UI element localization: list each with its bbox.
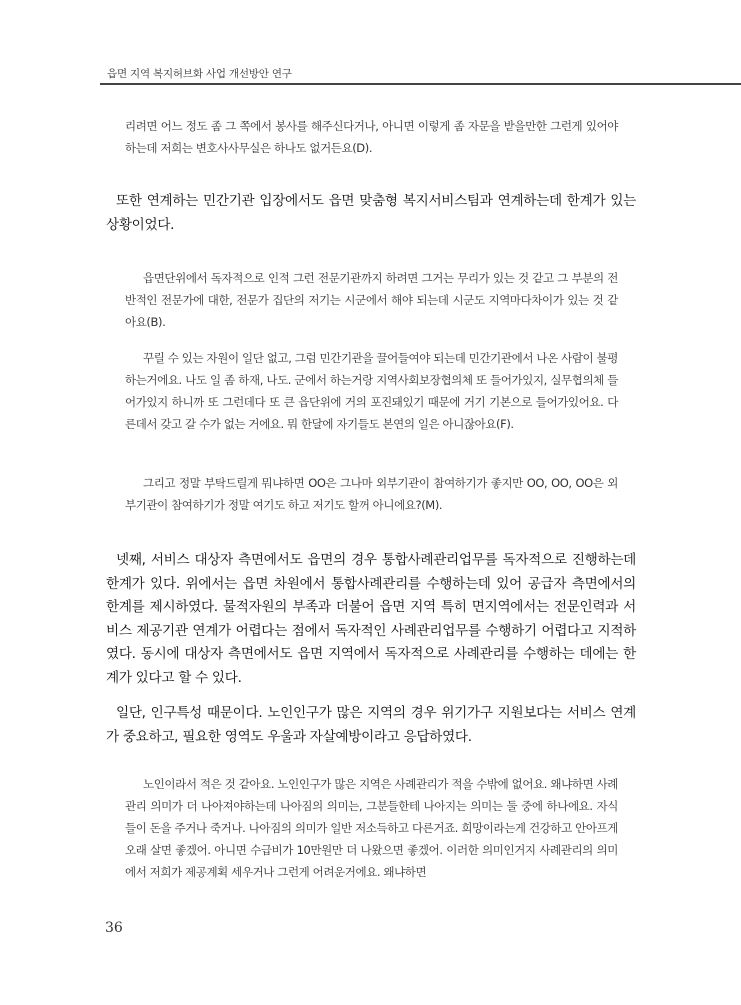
interview-quote-d: 리려면 어느 정도 좀 그 쪽에서 봉사를 해주신다거나, 아니면 이렇게 좀 자문을 받을만한 그런게 있어야 하는데 저희는 변호사사무실은 하나도 없거든요(D). [125, 119, 618, 155]
body-paragraph-private-agency: 또한 연계하는 민간기관 입장에서도 읍면 맞춤형 복지서비스팀과 연계하는데 한계가 있는 상황이었다. [106, 193, 636, 233]
page-number: 36 [105, 920, 123, 936]
body-paragraph-fourth: 넷째, 서비스 대상자 측면에서도 읍면의 경우 통합사례관리업무를 독자적으로 진행하는데 한계가 있다. 위에서는 읍면 차원에서 통합사례관리를 수행하는데 있어 공급자 측면에서의 한계를 제시하였다. 물적자원의 부족과 더불어 읍면 지역 특히 면지역에서는 전문인력과 서비스 제공기관 연계가 어렵다는 점에서 독자적인 사례관리업무를 수행하기 어렵다고 지적하였다. 동시에 대상자 측면에서도 읍면 지역에서 독자적으로 사례관리를 수행하는 데에는 한계가 있다고 할 수 있다. [106, 552, 636, 686]
running-header-title: 읍면 지역 복지허브화 사업 개선방안 연구 [107, 68, 292, 80]
interview-quote-f: 꾸릴 수 있는 자원이 일단 없고, 그럼 민간기관을 끌어들여야 되는데 민간기관에서 나온 사람이 불평하는거에요. 나도 일 좀 하재, 나도. 군에서 하는거랑 지역사회보장협의체 또 들어가있지, 실무협의체 들어가있지 하니까 또 그런데다 또 큰 읍단위에 거의 포진돼있기 때문에 거기 기본으로 들어가있어요. 다른데서 갖고 갈 수가 없는 거에요. 뭐 한달에 자기들도 본연의 일은 아니잖아요(F). [125, 351, 618, 431]
body-paragraph-population: 일단, 인구특성 때문이다. 노인인구가 많은 지역의 경우 위기가구 지원보다는 서비스 연계가 중요하고, 필요한 영역도 우울과 자살예방이라고 응답하였다. [106, 705, 636, 745]
interview-quote-m: 그리고 정말 부탁드릴게 뭐냐하면 OO은 그나마 외부기관이 참여하기가 좋지만 OO, OO, OO은 외부기관이 참여하기가 정말 여기도 하고 저기도 할꺼 아니에요?(M). [125, 476, 618, 512]
interview-quote-elderly: 노인이라서 적은 것 같아요. 노인인구가 많은 지역은 사례관리가 적을 수밖에 없어요. 왜냐하면 사례관리 의미가 더 나아져야하는데 나아짐의 의미는, 그분들한테 나아지는 의미는 둘 중에 하나에요. 자식들이 돈을 주거나 죽거나. 나아짐의 의미가 일반 저소득하고 다른거죠. 희망이라는게 건강하고 안아프게 오래 살면 좋겠어. 아니면 수급비가 10만원만 더 나왔으면 좋겠어. 이러한 의미인거지 사례관리의 의미에서 저희가 제공계획 세우거나 그런게 어려운거에요. 왜냐하면 [125, 777, 618, 879]
header-rule [100, 83, 741, 85]
interview-quote-b: 읍면단위에서 독자적으로 인적 그런 전문기관까지 하려면 그거는 무리가 있는 것 같고 그 부분의 전반적인 전문가에 대한, 전문가 집단의 저기는 시군에서 해야 되는데 시군도 지역마다차이가 있는 것 같아요(B). [125, 271, 618, 329]
